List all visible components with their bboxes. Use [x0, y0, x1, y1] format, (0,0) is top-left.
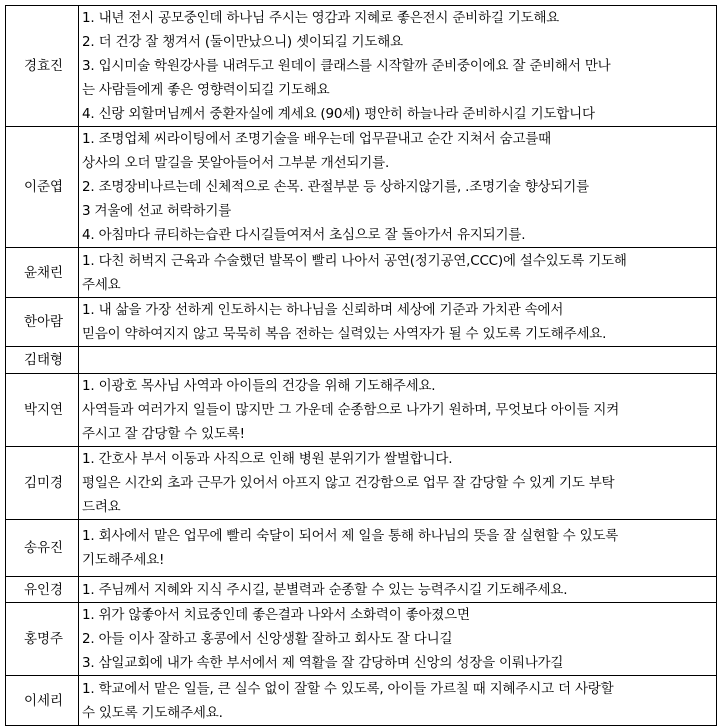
- request-line: 1. 학교에서 맡은 일들, 큰 실수 없이 잘할 수 있도록, 아이들 가르칠 때 지혜주시고 더 사랑할: [82, 680, 614, 697]
- request-line: 1. 위가 않좋아서 치료중인데 좋은결과 나와서 소화력이 좋아졌으면: [82, 607, 470, 623]
- request-line: 는 사람들에게 좋은 영향력이되길 기도해요: [82, 82, 330, 98]
- member-name: 이세리: [6, 676, 79, 726]
- request-line: 1. 조명업체 씨라이팅에서 조명기술을 배우는데 업무끝내고 순간 지쳐서 숨고를때: [82, 131, 551, 147]
- table-row: [6, 447, 717, 520]
- table-row: [6, 577, 717, 603]
- table-row: [6, 347, 717, 374]
- prayer-request: [79, 374, 717, 447]
- table-row: [6, 6, 717, 127]
- table-row: [6, 520, 717, 577]
- request-line: 상사의 오더 말길을 못알아들어서 그부분 개선되기를.: [82, 155, 390, 171]
- table-row: [6, 676, 717, 726]
- request-line: 기도해주세요!: [82, 552, 165, 568]
- prayer-request: [79, 577, 717, 603]
- request-line: 수 있도록 기도해주세요.: [82, 704, 223, 721]
- prayer-request: [79, 603, 717, 676]
- request-line: 믿음이 약하여지지 않고 묵묵히 복음 전하는 실력있는 사역자가 될 수 있도록 기도해주세요.: [82, 326, 607, 342]
- request-line: 4. 아침마다 큐티하는습관 다시길들여져서 초심으로 잘 돌아가서 유지되기를.: [82, 227, 526, 243]
- prayer-request: [79, 298, 717, 347]
- request-line: 1. 이광호 목사님 사역과 아이들의 건강을 위해 기도해주세요.: [82, 378, 436, 394]
- member-name: 김태형: [6, 347, 79, 374]
- request-line: 1. 간호사 부서 이동과 사직으로 인해 병원 분위기가 쌀벌합니다.: [82, 451, 453, 467]
- request-line: 1. 내 삶을 가장 선하게 인도하시는 하나님을 신뢰하며 세상에 기준과 가치관 속에서: [82, 302, 564, 318]
- request-line: 2. 조명장비나르는데 신체적으로 손목. 관절부분 등 상하지않기를, .조명기술 향상되기를: [82, 179, 589, 195]
- member-name: 이준엽: [6, 127, 79, 248]
- table-row: [6, 374, 717, 447]
- request-line: 3. 삼일교회에 내가 속한 부서에서 제 역활을 잘 감당하며 신앙의 성장을 이뤄나가길: [82, 655, 564, 671]
- member-name: 송유진: [6, 520, 79, 577]
- table-row: [6, 127, 717, 248]
- prayer-request: [79, 676, 717, 726]
- prayer-request: [79, 6, 717, 127]
- request-line: 주시고 잘 감당할 수 있도록!: [82, 426, 245, 442]
- request-line: 평일은 시간외 초과 근무가 있어서 아프지 않고 건강함으로 업무 잘 감당할 수 있게 기도 부탁: [82, 475, 615, 491]
- member-name: 경효진: [6, 6, 79, 127]
- member-name: 윤채린: [6, 248, 79, 298]
- prayer-request: [79, 127, 717, 248]
- request-line: 주세요: [82, 276, 121, 293]
- member-name: 유인경: [6, 577, 79, 603]
- prayer-request: [79, 248, 717, 298]
- prayer-request-table: [5, 5, 717, 726]
- table-row: [6, 248, 717, 298]
- request-line: 사역들과 여러가지 일들이 많지만 그 가운데 순종함으로 나가기 원하며, 무엇보다 아이들 지켜: [82, 402, 620, 418]
- table-row: [6, 603, 717, 676]
- member-name: 한아람: [6, 298, 79, 347]
- request-line: 3. 입시미술 학원강사를 내려두고 원데이 클래스를 시작할까 준비중이에요 잘 준비해서 만나: [82, 58, 611, 74]
- prayer-request: [79, 520, 717, 577]
- request-line: 드려요: [82, 499, 121, 515]
- prayer-request: [79, 447, 717, 520]
- request-line: 3 겨울에 선교 허락하기를: [82, 203, 232, 219]
- prayer-request-empty: [79, 347, 717, 374]
- member-name: 홍명주: [6, 603, 79, 676]
- member-name: 박지연: [6, 374, 79, 447]
- request-line: 1. 내년 전시 공모중인데 하나님 주시는 영감과 지혜로 좋은전시 준비하길 기도해요: [82, 10, 560, 26]
- request-line: 1. 주님께서 지혜와 지식 주시길, 분별력과 순종할 수 있는 능력주시길 기도해주세요.: [82, 581, 568, 598]
- request-line: 2. 아들 이사 잘하고 홍콩에서 신앙생활 잘하고 회사도 잘 다니길: [82, 631, 453, 647]
- member-name: 김미경: [6, 447, 79, 520]
- request-line: 1. 다친 허벅지 근육과 수술했던 발목이 빨리 나아서 공연(정기공연,CCC)에 설수있도록 기도해: [82, 252, 627, 269]
- request-line: 1. 회사에서 맡은 업무에 빨리 숙달이 되어서 제 일을 통해 하나님의 뜻을 잘 실현할 수 있도록: [82, 528, 619, 544]
- table-row: [6, 298, 717, 347]
- request-line: 2. 더 건강 잘 챙겨서 (둘이만났으니) 셋이되길 기도해요: [82, 34, 403, 50]
- request-line: 4. 신랑 외할머님께서 중환자실에 계세요 (90세) 평안히 하늘나라 준비하시길 기도합니다: [82, 106, 595, 122]
